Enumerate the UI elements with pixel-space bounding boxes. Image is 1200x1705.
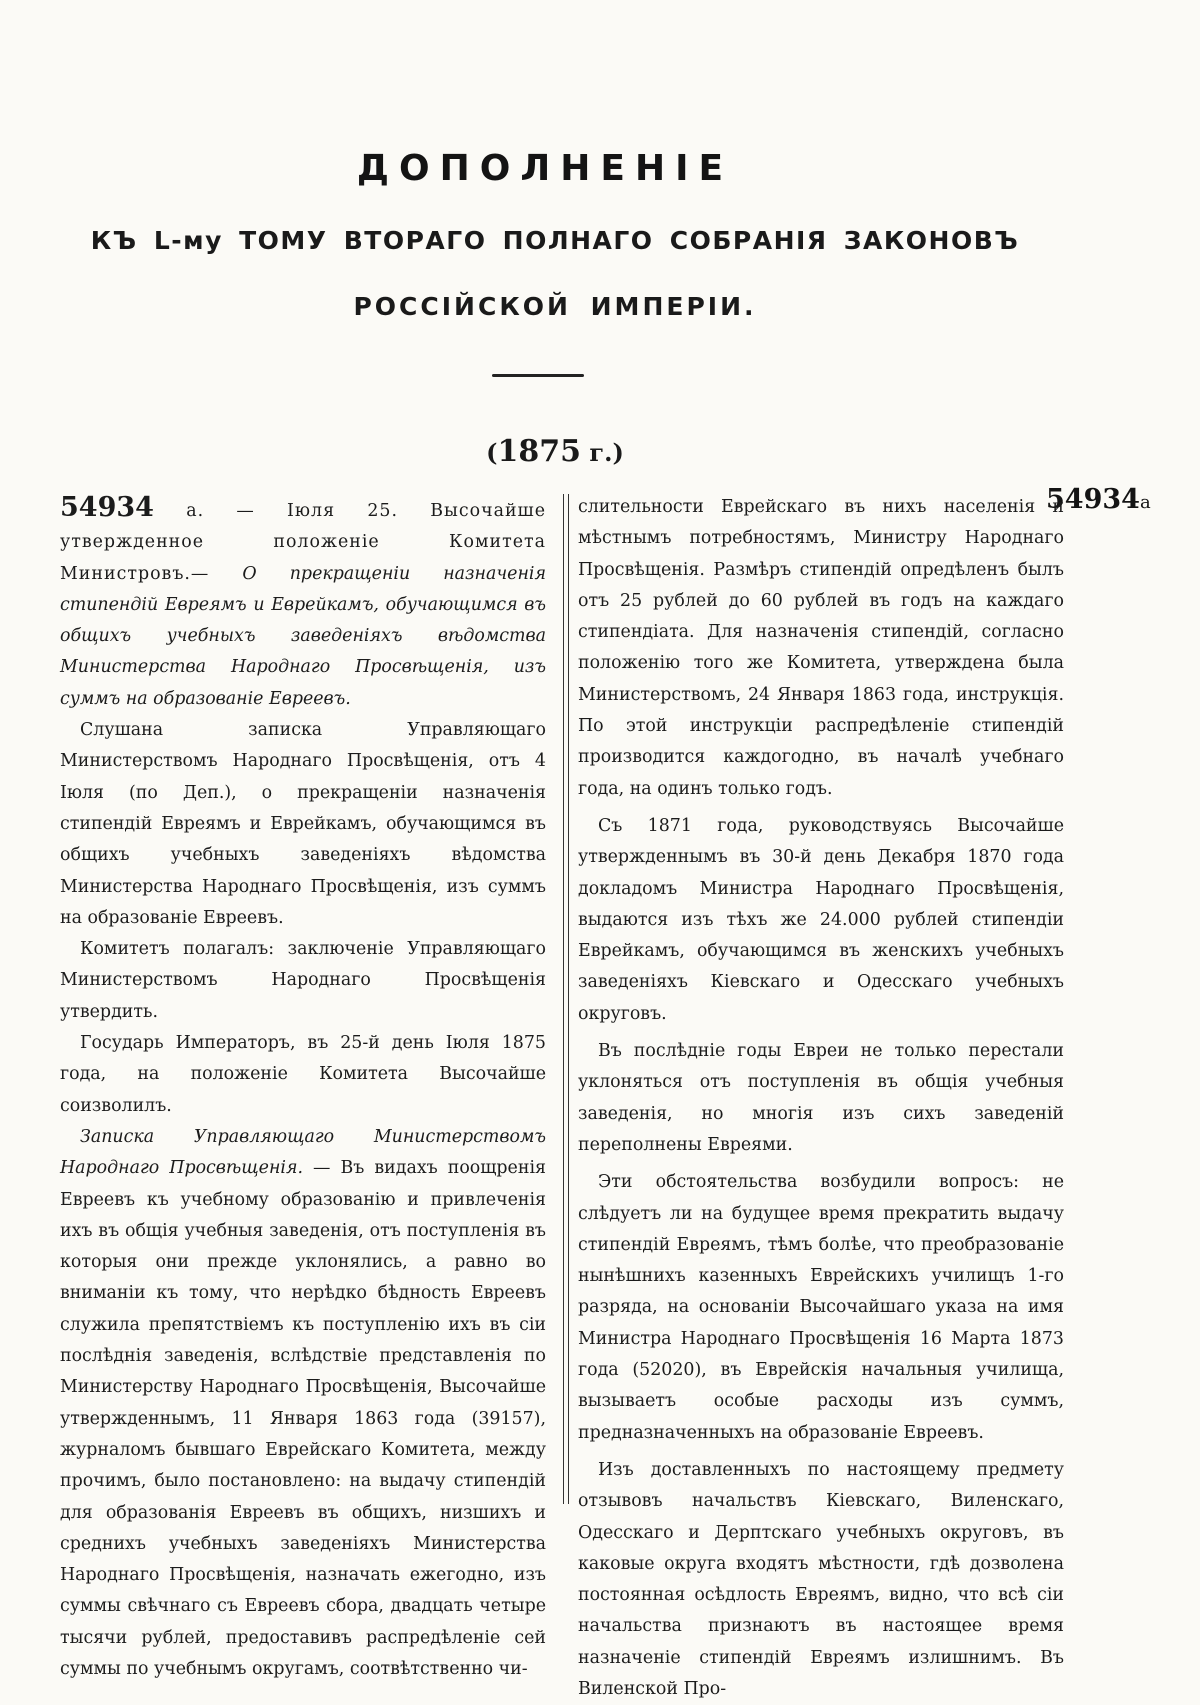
page-subtitle-line2: РОССІЙСКОЙ ИМПЕРІИ. bbox=[353, 292, 757, 321]
column-divider bbox=[563, 494, 570, 1504]
page-subtitle-line1: КЪ L-му ТОМУ ВТОРАГО ПОЛНАГО СОБРАНІЯ ЗАКОНОВЪ bbox=[90, 226, 1020, 255]
right-paragraph-2: Съ 1871 года, руководствуясь Высочайше утвержденнымъ въ 30-й день Декабря 1870 года докладомъ Министра Народнаго Просвѣщенія, выдаются изъ тѣхъ же 24.000 рублей стипендіи Еврейкамъ, обучающимся въ женскихъ учебныхъ заведеніяхъ Кіевскаго и Одесскаго учебныхъ округовъ. bbox=[578, 815, 1064, 1024]
article-number: 54934 bbox=[60, 492, 154, 523]
year-suffix: г.) bbox=[581, 438, 624, 467]
right-column bbox=[578, 492, 1064, 1705]
left-paragraph-2: Комитетъ полагалъ: заключеніе Управляющаго Министерствомъ Народнаго Просвѣщенія утвердить. bbox=[60, 939, 546, 1022]
article-heading bbox=[60, 492, 546, 715]
title-rule bbox=[492, 374, 584, 377]
left-paragraph-4 bbox=[60, 1122, 546, 1685]
margin-article-suffix: а bbox=[1139, 492, 1151, 513]
left-column bbox=[60, 492, 546, 1685]
memo-text: — Въ видахъ поощренія Евреевъ къ учебному образованію и привлеченія ихъ въ общія учебныя заведенія, отъ поступленія въ которыя они прежде уклонялись, а равно во вниманіи къ тому, что нерѣдко бѣдность Евреевъ служила препятствіемъ къ поступленію ихъ въ сіи послѣднія заведенія, вслѣдствіе представленія по Министерству Народнаго Просвѣщенія, Высочайше утвержденнымъ, 11 Января 1863 года (39157), журналомъ бывшаго Еврейскаго Комитета, между прочимъ, было постановлено: на выдачу стипендій для образованія Евреевъ въ общихъ, низшихъ и среднихъ учебныхъ заведеніяхъ Министерства Народнаго Просвѣщенія, назначать ежегодно, изъ суммы свѣчнаго съ Евреевъ сбора, двадцать четыре тысячи рублей, предоставивъ распредѣленіе сей суммы по учебнымъ округамъ, соотвѣтственно чи- bbox=[60, 1158, 546, 1679]
year-number: 1875 bbox=[497, 434, 582, 469]
page-title: ДОПОЛНЕНІЕ bbox=[356, 148, 734, 189]
year-open-paren: ( bbox=[486, 438, 498, 467]
right-paragraph-1: слительности Еврейскаго въ нихъ населенія и мѣстнымъ потребностямъ, Министру Народнаго Просвѣщенія. Размѣръ стипендій опредѣленъ былъ отъ 25 рублей до 60 рублей въ годъ на каждаго стипендіата. Для назначенія стипендій, согласно положенію того же Комитета, утверждена была Министерствомъ, 24 Января 1863 года, инструкція. По этой инструкціи распредѣленіе стипендій производится каждогодно, въ началѣ учебнаго года, на одинъ только годъ. bbox=[578, 497, 1064, 799]
left-paragraph-3: Государь Императоръ, въ 25-й день Іюля 1875 года, на положеніе Комитета Высочайше соизволилъ. bbox=[60, 1033, 546, 1116]
article-intro: а. — Іюля 25. Высочайше утвержденное положеніе Комитета Министровъ.— bbox=[60, 501, 546, 584]
article-subject: О прекращеніи назначенія стипендій Евреямъ и Еврейкамъ, обучающимся въ общихъ учебныхъ заведеніяхъ вѣдомства Министерства Народнаго Просвѣщенія, изъ суммъ на образованіе Евреевъ. bbox=[60, 563, 547, 709]
left-paragraph-1: Слушана записка Управляющаго Министерствомъ Народнаго Просвѣщенія, отъ 4 Іюля (по Деп.), о прекращеніи назначенія стипендій Евреямъ и Еврейкамъ, обучающимся въ общихъ учебныхъ заведеніяхъ вѣдомства Министерства Народнаго Просвѣщенія, изъ суммъ на образованіе Евреевъ. bbox=[60, 720, 546, 928]
year-heading bbox=[0, 434, 1110, 469]
margin-article-digits: 54934 bbox=[1046, 484, 1140, 515]
right-paragraph-3: Въ послѣдніе годы Евреи не только перестали уклоняться отъ поступленія въ общія учебныя заведенія, но многія изъ сихъ заведеній переполнены Евреями. bbox=[578, 1041, 1064, 1155]
right-paragraph-4: Эти обстоятельства возбудили вопросъ: не слѣдуетъ ли на будущее время прекратить выдачу стипендій Евреямъ, тѣмъ болѣе, что преобразованіе нынѣшнихъ казенныхъ Еврейскихъ училищъ 1-го разряда, на основаніи Высочайшаго указа на имя Министра Народнаго Просвѣщенія 16 Марта 1873 года (52020), въ Еврейскія начальныя училища, вызываетъ особые расходы изъ суммъ, предназначенныхъ на образованіе Евреевъ. bbox=[578, 1172, 1064, 1443]
right-paragraph-5: Изъ доставленныхъ по настоящему предмету отзывовъ начальствъ Кіевскаго, Виленскаго, Одесскаго и Дерптскаго учебныхъ округовъ, въ каковые округа входятъ мѣстности, гдѣ дозволена постоянная осѣдлость Евреямъ, видно, что всѣ сіи начальства признаютъ въ настоящее время назначеніе стипендій Евреямъ излишнимъ. Въ Виленской Про- bbox=[578, 1459, 1064, 1699]
memo-title: Записка Управляющаго Министерствомъ Народнаго Просвѣщенія. bbox=[60, 1126, 546, 1179]
